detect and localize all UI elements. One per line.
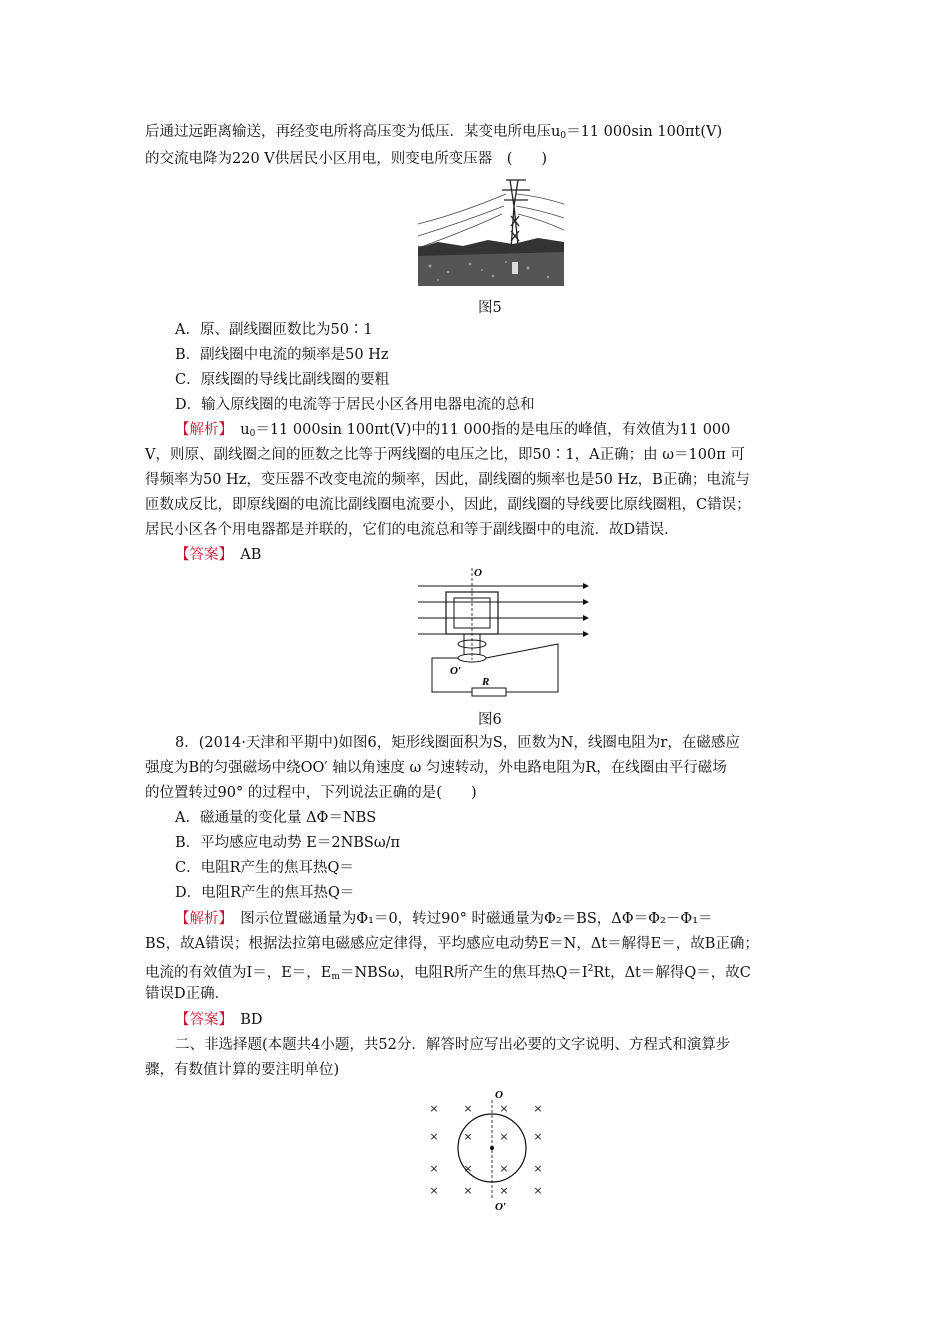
field-into-page-mark: × xyxy=(533,1130,543,1143)
q7-analysis-line-5: 居民小区各个用电器都是并联的，它们的电流总和等于副线圈中的电流．故D错误． xyxy=(145,522,679,538)
power-tower-photo xyxy=(418,176,564,286)
q7-analysis-line-4: 匝数成反比，即原线圈的电流比副线圈电流要小，因此，副线圈的导线要比原线圈粗，C错误； xyxy=(145,497,751,513)
q8-analysis-line-2: BS，故A错误；根据法拉第电磁感应定律得，平均感应电动势E＝N，Δt＝解得E＝，故B正确； xyxy=(145,936,759,952)
q8-line-2: 强度为B的匀强磁场中绕OO′ 轴以角速度 ω 匀速转动，外电路电阻为R，在线圈由平行磁场 xyxy=(145,760,727,776)
q8-analysis-line-4: 错误D正确． xyxy=(145,986,230,1002)
field-into-page-mark: × xyxy=(463,1130,473,1143)
q8-answer xyxy=(175,1011,263,1029)
q8-option-b: B．平均感应电动势 E＝2NBSω/π xyxy=(175,835,401,851)
field-into-page-mark: × xyxy=(429,1184,439,1197)
q7-option-b: B．副线圈中电流的频率是50 Hz xyxy=(175,347,389,363)
field-into-page-mark: × xyxy=(499,1162,509,1175)
q8-analysis-line-3: 电流的有效值为I＝，E＝，$E_m=NBS\omega$，电阻R所产生的焦耳热$Q=I^2Rt$，Δt＝解得Q＝，故C xyxy=(145,964,751,982)
field-into-page-mark: × xyxy=(499,1130,509,1143)
section-2-line-2: 骤，有数值计算的要注明单位) xyxy=(145,1062,340,1078)
axis-label-o: O xyxy=(474,567,482,579)
field-into-page-mark: × xyxy=(429,1102,439,1115)
circular-coil-diagram xyxy=(420,1086,560,1214)
intro-line-1: 后通过远距离输送，再经变电所将高压变为低压．某变电所电压$u_0=11$ 000sin 100πt(V) xyxy=(145,124,723,141)
analysis-tag: 【解析】 xyxy=(175,422,226,438)
q8-analysis-line-1: 【解析】 图示位置磁通量为Φ₁＝0，转过90° 时磁通量为Φ₂＝BS，ΔΦ＝Φ₂－Φ₁＝ xyxy=(175,911,713,927)
q8-option-c: C．电阻R产生的焦耳热Q＝ xyxy=(175,860,354,876)
q7-answer xyxy=(175,546,261,564)
q7-option-d: D．输入原线圈的电流等于居民小区各用电器电流的总和 xyxy=(175,397,535,413)
figure-6-caption: 图6 xyxy=(478,712,502,728)
field-into-page-mark: × xyxy=(533,1162,543,1175)
q7-option-a: A．原、副线圈匝数比为50∶1 xyxy=(175,322,373,338)
field-into-page-mark: × xyxy=(499,1102,509,1115)
q8-option-a: A．磁通量的变化量 ΔΦ＝NBS xyxy=(175,810,377,826)
q8-line-3: 的位置转过90° 的过程中，下列说法正确的是( ) xyxy=(145,785,477,801)
q7-analysis-line-1: 【解析】 $u_0=11$ 000sin 100πt(V)中的11 000指的是电压的峰值，有效值为11 000 xyxy=(175,422,731,439)
axis-label-o-prime: O′ xyxy=(495,1201,507,1213)
field-into-page-mark: × xyxy=(463,1102,473,1115)
answer-tag: 【答案】 xyxy=(175,1012,226,1028)
q8-answer-value: BD xyxy=(240,1012,263,1028)
field-into-page-mark: × xyxy=(463,1162,473,1175)
coil-in-field-diagram xyxy=(410,564,590,700)
field-into-page-mark: × xyxy=(533,1102,543,1115)
q7-analysis-line-2: V，则原、副线圈之间的匝数之比等于两线圈的电压之比，即50∶1，A正确；由 ω＝100π 可 xyxy=(145,447,745,463)
analysis-tag: 【解析】 xyxy=(175,911,226,927)
intro-line-2: 的交流电降为220 V供居民小区用电，则变电所变压器 ( ) xyxy=(145,151,548,167)
field-into-page-mark: × xyxy=(533,1184,543,1197)
resistor-label: R xyxy=(482,676,490,688)
q8-line-1: 8．(2014·天津和平期中)如图6，矩形线圈面积为S，匝数为N，线圈电阻为r，在磁感应 xyxy=(175,735,740,751)
field-into-page-mark: × xyxy=(499,1184,509,1197)
q7-analysis-line-3: 得频率为50 Hz，变压器不改变电流的频率，因此，副线圈的频率也是50 Hz，B正确；电流与 xyxy=(145,472,750,488)
q7-option-c: C．原线圈的导线比副线圈的要粗 xyxy=(175,372,390,388)
q7-answer-value: AB xyxy=(240,547,262,563)
field-into-page-mark: × xyxy=(429,1130,439,1143)
axis-label-o-prime: O′ xyxy=(450,665,462,677)
figure-5-caption: 图5 xyxy=(478,300,502,316)
axis-label-o: O xyxy=(495,1089,503,1101)
section-2-line-1: 二、非选择题(本题共4小题，共52分．解答时应写出必要的文字说明、方程式和演算步 xyxy=(175,1037,731,1053)
q8-option-d: D．电阻R产生的焦耳热Q＝ xyxy=(175,885,355,901)
field-into-page-mark: × xyxy=(463,1184,473,1197)
field-into-page-mark: × xyxy=(429,1162,439,1175)
answer-tag: 【答案】 xyxy=(175,547,226,563)
